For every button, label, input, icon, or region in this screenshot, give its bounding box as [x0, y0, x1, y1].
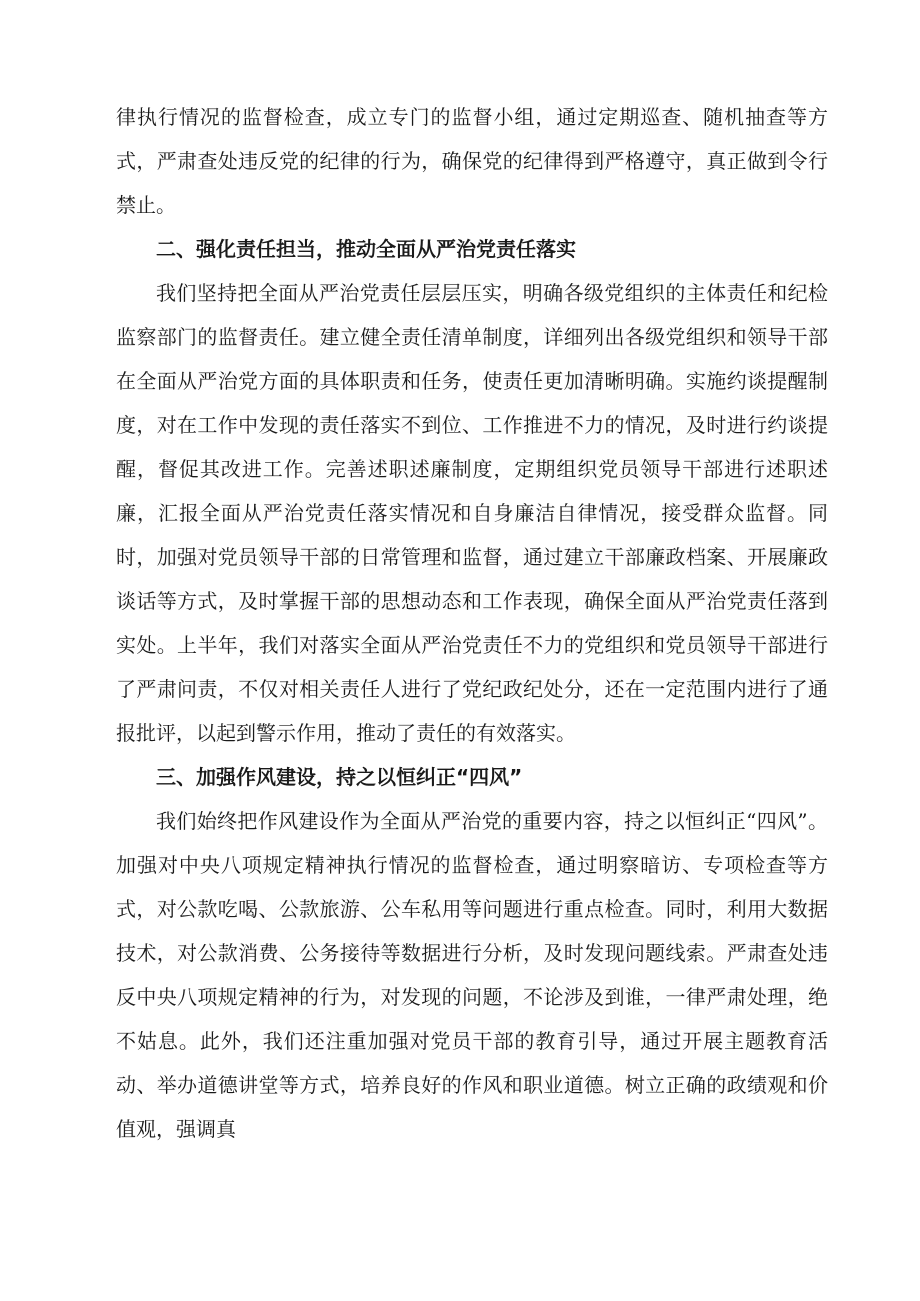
section-body-2: 我们坚持把全面从严治党责任层层压实，明确各级党组织的主体责任和纪检监察部门的监督责任。建立健全责任清单制度，详细列出各级党组织和领导干部在全面从严治党方面的具体职责和任务，使责任更加清晰明确。实施约谈提醒制度，对在工作中发现的责任落实不到位、工作推进不力的情况，及时进行约谈提醒，督促其改进工作。完善述职述廉制度，定期组织党员领导干部进行述职述廉，汇报全面从严治党责任落实情况和自身廉洁自律情况，接受群众监督。同时，加强对党员领导干部的日常管理和监督，通过建立干部廉政档案、开展廉政谈话等方式，及时掌握干部的思想动态和工作表现，确保全面从严治党责任落到实处。上半年，我们对落实全面从严治党责任不力的党组织和党员领导干部进行了严肃问责，不仅对相关责任人进行了党纪政纪处分，还在一定范围内进行了通报批评，以起到警示作用，推动了责任的有效落实。 — [116, 281, 828, 745]
section-heading-3: 三、加强作风建设，持之以恒纠正“四风” — [156, 765, 523, 789]
document-body — [116, 95, 828, 1151]
paragraph-continued: 律执行情况的监督检查，成立专门的监督小组，通过定期巡查、随机抽查等方式，严肃查处违反党的纪律的行为，确保党的纪律得到严格遵守，真正做到令行禁止。 — [116, 105, 828, 217]
section-body-3: 我们始终把作风建设作为全面从严治党的重要内容，持之以恒纠正“四风”。加强对中央八项规定精神执行情况的监督检查，通过明察暗访、专项检查等方式，对公款吃喝、公款旅游、公车私用等问题进行重点检查。同时，利用大数据技术，对公款消费、公务接待等数据进行分析，及时发现问题线索。严肃查处违反中央八项规定精神的行为，对发现的问题，不论涉及到谁，一律严肃处理，绝不姑息。此外，我们还注重加强对党员干部的教育引导，通过开展主题教育活动、举办道德讲堂等方式，培养良好的作风和职业道德。树立正确的政绩观和价值观，强调真 — [116, 809, 828, 1141]
section-heading-2: 二、强化责任担当，推动全面从严治党责任落实 — [156, 237, 576, 261]
